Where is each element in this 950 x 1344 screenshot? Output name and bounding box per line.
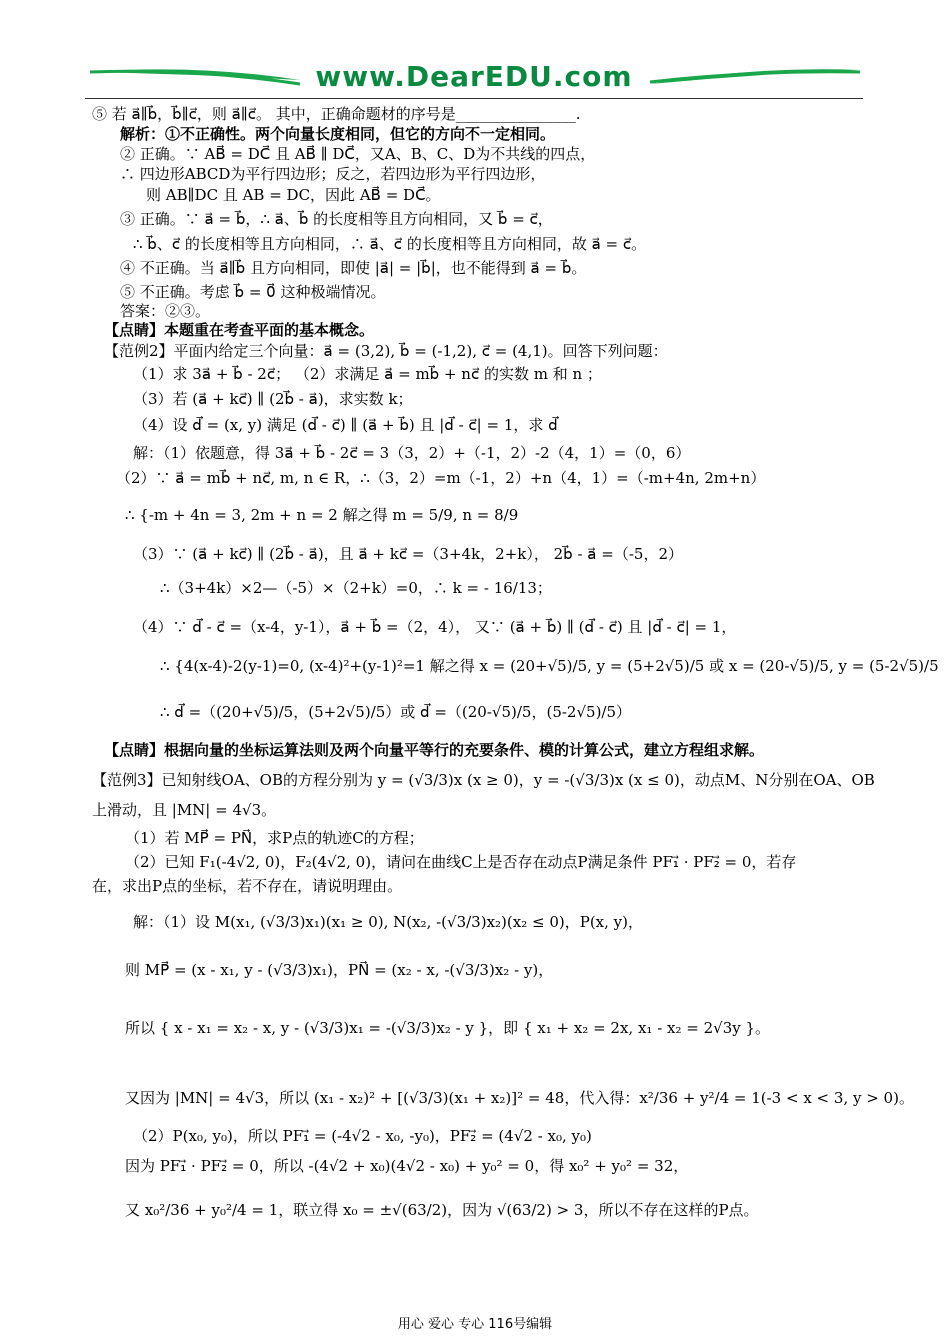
text-line: （2）已知 F₁(-4√2, 0)，F₂(4√2, 0)，请问在曲线C上是否存在动点P满足条件 PF₁⃗ · PF₂⃗ = 0，若存 <box>125 853 797 871</box>
text-line: ② 正确。∵ AB⃗ = DC⃗ 且 AB⃗ ∥ DC⃗，又A、B、C、D为不共线的四点， <box>120 145 596 163</box>
text-line: 因为 PF₁⃗ · PF₂⃗ = 0，所以 -(4√2 + x₀)(4√2 - x₀) + y₀² = 0，得 x₀² + y₀² = 32， <box>125 1157 689 1175</box>
text-line: ∴ d⃗ =（(20+√5)/5，(5+2√5)/5）或 d⃗ =（(20-√5)/5，(5-2√5)/5） <box>160 703 632 721</box>
header-rule <box>85 98 863 99</box>
text-line: 在，求出P点的坐标，若不存在，请说明理由。 <box>92 877 403 895</box>
text-line: （1）求 3a⃗ + b⃗ - 2c⃗； （2）求满足 a⃗ = mb⃗ + nc⃗ 的实数 m 和 n ； <box>133 365 602 383</box>
text-line: ∴ b⃗、c⃗ 的长度相等且方向相同，∴ a⃗、c⃗ 的长度相等且方向相同，故 a⃗ = c⃗。 <box>133 235 647 253</box>
text-line: 则 MP⃗ = (x - x₁, y - (√3/3)x₁)，PN⃗ = (x₂ - x, -(√3/3)x₂ - y)， <box>125 961 554 979</box>
text-line: 又 x₀²/36 + y₀²/4 = 1，联立得 x₀ = ±√(63/2)，因为 √(63/2) > 3，所以不存在这样的P点。 <box>125 1201 759 1219</box>
text-line: ∴ {4(x-4)-2(y-1)=0, (x-4)²+(y-1)²=1 解之得 x = (20+√5)/5, y = (5+2√5)/5 或 x = (20-√5)/5, y = (5-2√5)/5 <box>160 657 939 675</box>
text-line: ③ 正确。∵ a⃗ = b⃗，∴ a⃗、b⃗ 的长度相等且方向相同，又 b⃗ = c⃗， <box>120 210 553 228</box>
text-line: ④ 不正确。当 a⃗∥b⃗ 且方向相同，即使 |a⃗| = |b⃗|，也不能得到 a⃗ = b⃗。 <box>120 259 587 277</box>
text-line: 解：（1）依题意，得 3a⃗ + b⃗ - 2c⃗ = 3（3，2）+（-1，2）-2（4，1）=（0，6） <box>133 444 691 462</box>
text-line: ∴（3+4k）×2—（-5）×（2+k）=0，∴ k = - 16/13； <box>160 579 552 597</box>
page-footer: 用心 爱心 专心 116号编辑 <box>397 1317 553 1332</box>
text-line: 上滑动，且 |MN| = 4√3。 <box>92 801 277 819</box>
text-line: 答案：②③。 <box>120 302 211 320</box>
site-logo[interactable]: www.DearEDU.com <box>315 60 633 93</box>
text-line: ⑤ 若 a⃗∥b⃗，b⃗∥c⃗，则 a⃗∥c⃗。 其中，正确命题材的序号是________________. <box>92 105 581 123</box>
text-line: 解：（1）设 M(x₁, (√3/3)x₁)(x₁ ≥ 0), N(x₂, -(√3/3)x₂)(x₂ ≤ 0)，P(x, y)， <box>133 913 643 931</box>
site-header <box>85 58 863 98</box>
text-line: 【点睛】本题重在考查平面的基本概念。 <box>104 321 375 339</box>
text-line: 【范例3】已知射线OA、OB的方程分别为 y = (√3/3)x (x ≥ 0)，y = -(√3/3)x (x ≤ 0)，动点M、N分别在OA、OB <box>92 771 875 789</box>
text-line: （3）若 (a⃗ + kc⃗) ∥ (2b⃗ - a⃗)，求实数 k； <box>133 390 413 408</box>
text-line: （2）∵ a⃗ = mb⃗ + nc⃗, m, n ∈ R，∴（3，2）=m（-1，2）+n（4，1）=（-m+4n, 2m+n） <box>116 469 766 487</box>
text-line: 【范例2】平面内给定三个向量：a⃗ = (3,2), b⃗ = (-1,2), c⃗ = (4,1)。回答下列问题： <box>104 342 668 360</box>
text-line: （3）∵ (a⃗ + kc⃗) ∥ (2b⃗ - a⃗)，且 a⃗ + kc⃗ =（3+4k，2+k）， 2b⃗ - a⃗ =（-5，2） <box>133 545 683 563</box>
text-line: 【点睛】根据向量的坐标运算法则及两个向量平等行的充要条件、模的计算公式，建立方程组求解。 <box>104 741 765 759</box>
text-line: ⑤ 不正确。考虑 b⃗ = 0⃗ 这种极端情况。 <box>120 283 386 301</box>
text-line: 解析：①不正确性。两个向量长度相同，但它的方向不一定相同。 <box>120 125 556 143</box>
text-line: （4）∵ d⃗ - c⃗ =（x-4，y-1），a⃗ + b⃗ =（2，4）， 又∵ (a⃗ + b⃗) ∥ (d⃗ - c⃗) 且 |d⃗ - c⃗| = 1， <box>133 618 737 636</box>
text-line: 又因为 |MN| = 4√3，所以 (x₁ - x₂)² + [(√3/3)(x₁ + x₂)]² = 48，代入得：x²/36 + y²/4 = 1(-3 < x < 3, y > 0)。 <box>125 1089 914 1107</box>
text-line: 所以 { x - x₁ = x₂ - x, y - (√3/3)x₁ = -(√3/3)x₂ - y }，即 { x₁ + x₂ = 2x, x₁ - x₂ = 2√3y }。 <box>125 1019 771 1037</box>
text-line: （4）设 d⃗ = (x, y) 满足 (d⃗ - c⃗) ∥ (a⃗ + b⃗) 且 |d⃗ - c⃗| = 1，求 d⃗ <box>133 416 558 434</box>
text-line: ∴ {-m + 4n = 3, 2m + n = 2 解之得 m = 5/9, n = 8/9 <box>125 506 519 524</box>
text-line: （2）P(x₀, y₀)，所以 PF₁⃗ = (-4√2 - x₀, -y₀)，PF₂⃗ = (4√2 - x₀, y₀) <box>133 1127 592 1145</box>
text-line: （1）若 MP⃗ = PN⃗，求P点的轨迹C的方程； <box>125 829 424 847</box>
text-line: ∴ 四边形ABCD为平行四边形；反之，若四边形为平行四边形， <box>120 165 546 183</box>
text-line: 则 AB∥DC 且 AB = DC，因此 AB⃗ = DC⃗。 <box>146 186 441 204</box>
